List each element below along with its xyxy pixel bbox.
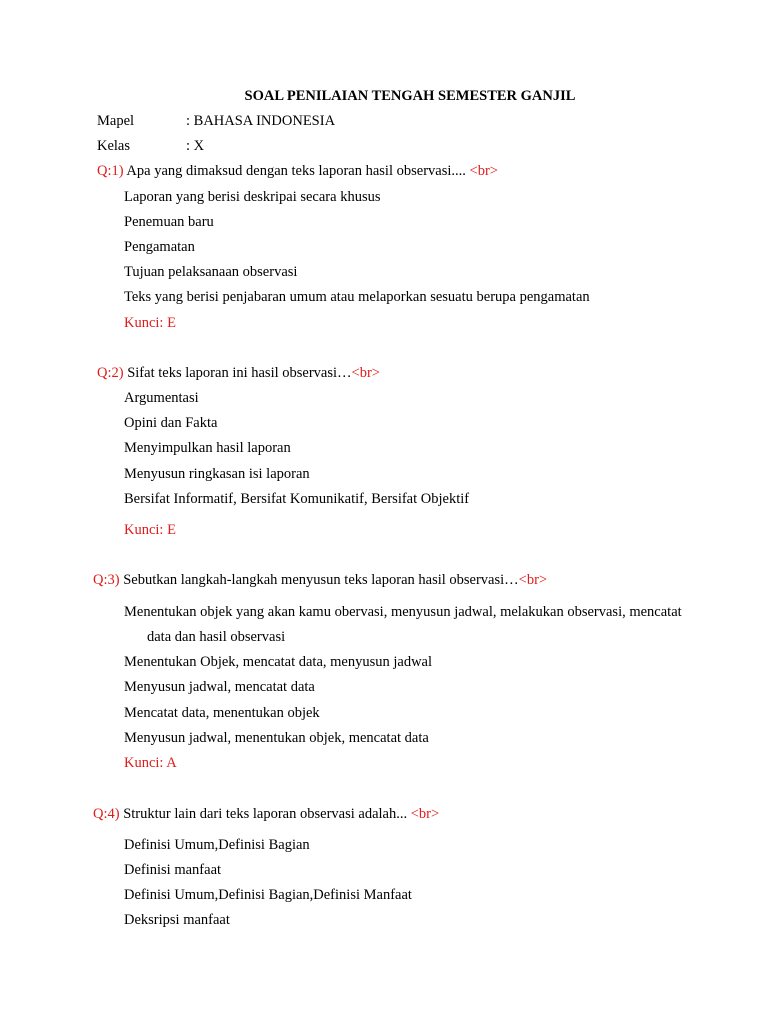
question-3 <box>93 571 547 589</box>
option-2a: Argumentasi <box>124 390 199 406</box>
question-1 <box>97 162 498 180</box>
answer-key-1: Kunci: E <box>124 315 176 331</box>
question-tag: <br> <box>469 163 498 179</box>
answer-key-3: Kunci: A <box>124 755 177 771</box>
question-text: Sebutkan langkah-langkah menyusun teks laporan hasil observasi… <box>123 572 519 588</box>
option-1e: Teks yang berisi penjabaran umum atau melaporkan sesuatu berupa pengamatan <box>124 289 590 305</box>
option-2d: Menyusun ringkasan isi laporan <box>124 466 310 482</box>
option-2c: Menyimpulkan hasil laporan <box>124 440 291 456</box>
question-text: Struktur lain dari teks laporan observasi adalah... <box>123 806 408 822</box>
option-3c: Menyusun jadwal, mencatat data <box>124 679 315 695</box>
option-2b: Opini dan Fakta <box>124 415 218 431</box>
question-tag: <br> <box>518 572 548 588</box>
question-number: Q:3) <box>93 572 120 588</box>
option-3a-continued: data dan hasil observasi <box>147 629 286 645</box>
question-number: Q:4) <box>93 806 120 822</box>
kelas-label: Kelas <box>97 138 131 154</box>
question-tag: <br> <box>351 365 380 381</box>
option-2e: Bersifat Informatif, Bersifat Komunikatif, Bersifat Objektif <box>124 491 470 507</box>
option-4c: Definisi Umum,Definisi Bagian,Definisi Manfaat <box>124 887 412 903</box>
question-text: Apa yang dimaksud dengan teks laporan hasil observasi.... <box>126 163 466 179</box>
question-text: Sifat teks laporan ini hasil observasi… <box>127 365 352 381</box>
option-3b: Menentukan Objek, mencatat data, menyusun jadwal <box>124 654 433 670</box>
question-number: Q:1) <box>97 163 124 179</box>
page-title: SOAL PENILAIAN TENGAH SEMESTER GANJIL <box>244 88 576 104</box>
option-4a: Definisi Umum,Definisi Bagian <box>124 837 310 853</box>
question-tag: <br> <box>410 806 440 822</box>
kelas-value: : X <box>186 138 205 154</box>
mapel-value: : BAHASA INDONESIA <box>186 113 336 129</box>
option-1b: Penemuan baru <box>124 214 214 230</box>
option-3e: Menyusun jadwal, menentukan objek, mencatat data <box>124 730 429 746</box>
option-3d: Mencatat data, menentukan objek <box>124 705 320 721</box>
question-4 <box>93 805 439 823</box>
question-number: Q:2) <box>97 365 124 381</box>
option-1a: Laporan yang berisi deskripai secara khusus <box>124 189 381 205</box>
option-1c: Pengamatan <box>124 239 195 255</box>
mapel-label: Mapel <box>97 113 135 129</box>
option-3a: Menentukan objek yang akan kamu obervasi, menyusun jadwal, melakukan observasi, mencatat <box>124 604 682 620</box>
option-4d: Deksripsi manfaat <box>124 912 230 928</box>
option-4b: Definisi manfaat <box>124 862 222 878</box>
option-1d: Tujuan pelaksanaan observasi <box>124 264 298 280</box>
question-2 <box>97 364 380 382</box>
answer-key-2: Kunci: E <box>124 522 176 538</box>
